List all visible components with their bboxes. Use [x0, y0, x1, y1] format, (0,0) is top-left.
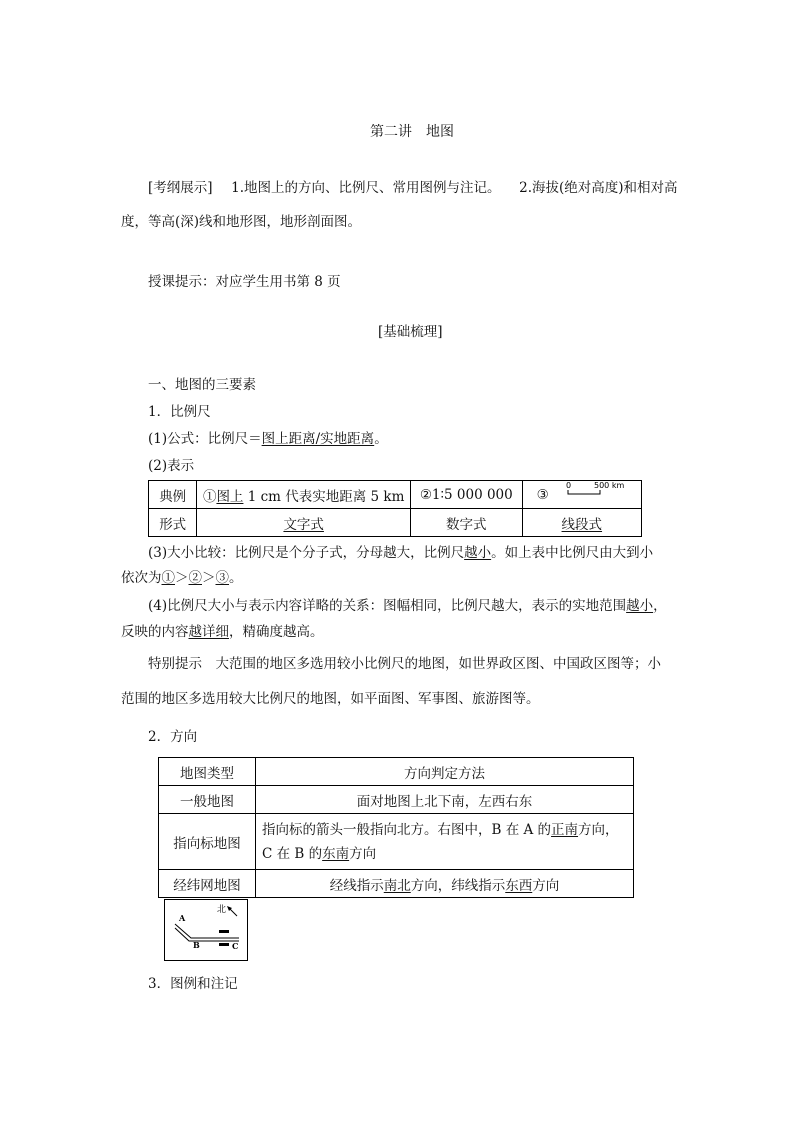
- direction-header-method: 方向判定方法: [256, 758, 634, 786]
- row2-answer1: 正南: [551, 821, 579, 838]
- direction-row3-method: [256, 870, 634, 898]
- row3-answer2: 东西: [505, 877, 533, 894]
- row2-text-d: 方向: [349, 845, 377, 862]
- legend-heading: 3．图例和注记: [148, 976, 238, 992]
- compare-text-b: 。如上表中比例尺由大到小: [491, 545, 654, 561]
- form-line-label: 线段式: [561, 516, 603, 533]
- figure-point-a: A: [179, 913, 186, 923]
- direction-table: [158, 757, 634, 898]
- example3-number: ③: [536, 486, 549, 503]
- row3-text-a: 经线指示: [329, 877, 384, 894]
- direction-row1-method: 面对地图上北下南，左西右东: [256, 786, 634, 814]
- figure-point-b: B: [193, 940, 200, 950]
- scale-compare-line2: [121, 566, 243, 586]
- scale-row2-label: 形式: [149, 509, 197, 537]
- direction-row3-type: 经纬网地图: [159, 870, 256, 898]
- scale-bar-icon: [566, 481, 626, 495]
- scale-formula: [148, 427, 388, 447]
- compare-order-end: 。: [229, 570, 243, 586]
- compare-order-prefix: 依次为: [121, 570, 162, 586]
- page-title: 第二讲 地图: [370, 124, 454, 140]
- scale-bar-zero: 0: [566, 481, 572, 490]
- figure-north-label: 北: [217, 905, 227, 915]
- detail-answer2: 越详细: [188, 624, 229, 640]
- row2-answer2: 东南: [322, 845, 350, 862]
- scale-heading: 1．比例尺: [148, 404, 211, 420]
- exam-outline-line2: 度，等高(深)线和地形图，地形剖面图。: [121, 214, 362, 230]
- detail-text-a: (4)比例尺大小与表示内容详略的关系：图幅相同，比例尺越大，表示的实地范围: [148, 598, 627, 614]
- scale-row1-label: 典例: [149, 481, 197, 509]
- detail-answer1: 越小: [626, 598, 654, 614]
- outline-label: [考纲展示]: [148, 180, 213, 196]
- form-numeric: 数字式: [410, 509, 522, 537]
- formula-answer: 图上距离/实地距离: [261, 431, 375, 447]
- scale-compare-line1: [148, 541, 653, 561]
- detail-text-end: ，: [653, 598, 667, 614]
- direction-figure: [164, 899, 248, 961]
- direction-row2-method: [256, 814, 634, 870]
- order-3: ③: [215, 570, 229, 586]
- special-tip-line2: 范围的地区多选用较大比例尺的地图，如平面图、军事图、旅游图等。: [121, 691, 540, 707]
- formula-prefix: (1)公式：比例尺＝: [148, 431, 262, 447]
- scale-example-ratio: ②1∶5 000 000: [410, 481, 522, 509]
- detail-text-c: ，精确度越高。: [229, 624, 324, 640]
- direction-row1-type: 一般地图: [159, 786, 256, 814]
- row3-text-c: 方向: [532, 877, 560, 894]
- gt-2: ＞: [202, 570, 216, 586]
- scale-bar-km: 500 km: [594, 481, 625, 490]
- compare-answer: 越小: [464, 545, 492, 561]
- row2-text-b: 方向，: [578, 821, 619, 838]
- special-tip-line1: 特别提示 大范围的地区多选用较小比例尺的地图，如世界政区图、中国政区图等；小: [148, 656, 661, 672]
- direction-row2-type: 指向标地图: [159, 814, 256, 870]
- outline-item1: 1.地图上的方向、比例尺、常用图例与注记。: [231, 180, 501, 196]
- example1-number: ①: [202, 488, 217, 505]
- order-1: ①: [161, 570, 175, 586]
- formula-suffix: 。: [374, 431, 388, 447]
- outline-item2: 2.海拔(绝对高度)和相对高: [519, 180, 678, 196]
- scale-example-text: [197, 481, 411, 509]
- order-2: ②: [188, 570, 202, 586]
- scale-detail-line1: [148, 594, 667, 614]
- row3-text-b: 方向，纬线指示: [410, 877, 506, 894]
- form-line: [522, 509, 641, 537]
- gt-1: ＞: [175, 570, 189, 586]
- direction-header-type: 地图类型: [159, 758, 256, 786]
- section-heading: [基础梳理]: [378, 324, 443, 340]
- scale-representation-label: (2)表示: [148, 458, 195, 474]
- row2-text-a: 指向标的箭头一般指向北方。右图中，B 在 A 的: [262, 821, 552, 838]
- row2-text-c: C 在 B 的: [262, 845, 323, 862]
- exam-outline-line1: [148, 176, 678, 196]
- detail-text-b: 反映的内容: [121, 624, 189, 640]
- compare-text-a: (3)大小比较：比例尺是个分子式，分母越大，比例尺: [148, 545, 465, 561]
- scale-detail-line2: [121, 620, 324, 640]
- part1-heading: 一、地图的三要素: [148, 377, 256, 393]
- row3-answer1: 南北: [383, 877, 411, 894]
- figure-point-c: C: [232, 941, 239, 951]
- form-text: [197, 509, 411, 537]
- teaching-tip: 授课提示：对应学生用书第 8 页: [148, 274, 341, 290]
- example1-rest: 1 cm 代表实地距离 5 km: [243, 488, 405, 505]
- form-text-label: 文字式: [283, 516, 324, 533]
- example1-answer: 图上: [216, 488, 244, 505]
- direction-heading: 2．方向: [148, 729, 198, 745]
